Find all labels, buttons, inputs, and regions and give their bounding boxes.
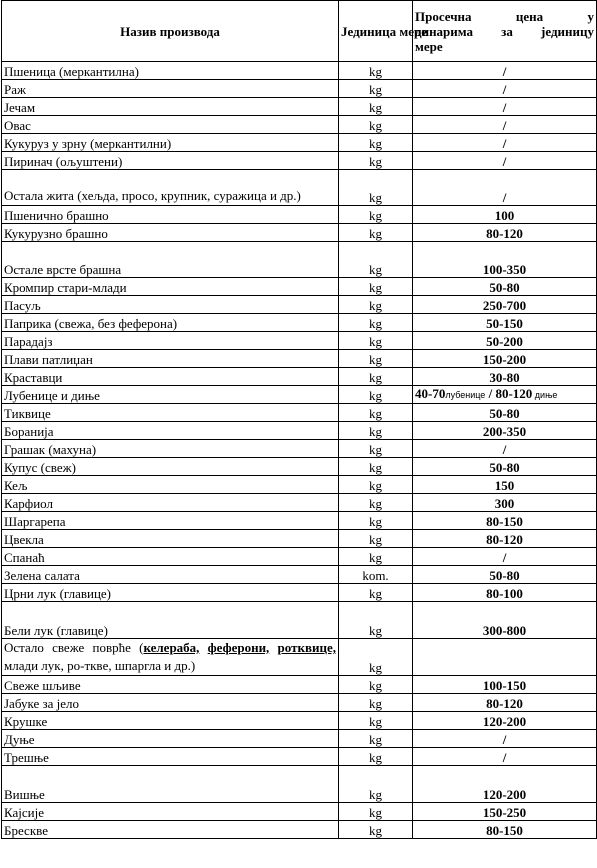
unit-cell: kg [339,476,413,494]
table-row [2,224,597,242]
unit-cell: kg [339,494,413,512]
unit-cell: kg [339,712,413,730]
product-name: Плави патлиџан [2,350,339,368]
product-name: Кромпир стари-млади [2,278,339,296]
price-cell: 150 [413,476,597,494]
product-name: Зелена салата [2,566,339,584]
table-row [2,458,597,476]
product-name: Паприка (свежа, без феферона) [2,314,339,332]
product-name: Пиринач (ољуштени) [2,152,339,170]
table-row [2,80,597,98]
unit-cell: kg [339,676,413,694]
unit-cell: kg [339,440,413,458]
product-name: Кељ [2,476,339,494]
table-row [2,766,597,803]
product-name-other-vegetables: Остало свеже поврће (келераба, феферони, ротквице, млади лук, ро-тквe, шпаргла и др.) [2,639,339,676]
price-separator: / [485,386,496,401]
price-cell: / [413,748,597,766]
price-cell: / [413,116,597,134]
header-price-line: Просечна цена у [415,8,594,24]
unit-cell: kg [339,422,413,440]
table-row [2,748,597,766]
unit-cell: kg [339,548,413,566]
table-row [2,512,597,530]
unit-cell: kg [339,639,413,676]
product-name: Свеже шљиве [2,676,339,694]
table-row [2,694,597,712]
table-row [2,803,597,821]
price-watermelon: 40-70 [415,386,446,401]
price-cell [413,386,597,404]
product-name: Вишње [2,766,339,803]
price-cell: 50-80 [413,278,597,296]
product-name: Јечам [2,98,339,116]
table-row [2,712,597,730]
product-name: Јабуке за јело [2,694,339,712]
price-cell: 300-800 [413,602,597,639]
unit-cell: kg [339,116,413,134]
price-cell: 120-200 [413,766,597,803]
unit-cell: kg [339,404,413,422]
price-cell: / [413,62,597,80]
product-name: Тиквице [2,404,339,422]
price-cell: 80-150 [413,821,597,839]
product-name: Пшенично брашно [2,206,339,224]
unit-cell: kg [339,170,413,206]
table-row [2,821,597,839]
product-name: Парадајз [2,332,339,350]
product-name: Раж [2,80,339,98]
product-name: Карфиол [2,494,339,512]
table-row [2,98,597,116]
price-cell: 50-80 [413,566,597,584]
table-row [2,440,597,458]
price-cell: 80-120 [413,224,597,242]
unit-cell: kom. [339,566,413,584]
table-row [2,134,597,152]
unit-cell: kg [339,602,413,639]
unit-cell: kg [339,530,413,548]
unit-cell: kg [339,332,413,350]
table-row [2,386,597,404]
table-row [2,152,597,170]
table-row [2,368,597,386]
unit-cell: kg [339,803,413,821]
price-cell: 80-120 [413,530,597,548]
table-row [2,206,597,224]
product-name: Остале врсте брашна [2,242,339,278]
table-row [2,476,597,494]
table-row [2,314,597,332]
price-cell: 50-80 [413,404,597,422]
price-cell: / [413,440,597,458]
header-price-line: мере [415,38,443,54]
unit-cell: kg [339,386,413,404]
price-cell: 50-150 [413,314,597,332]
product-name: Црни лук (главице) [2,584,339,602]
unit-cell: kg [339,296,413,314]
price-cell: 30-80 [413,368,597,386]
price-melon: 80-120 [495,386,533,401]
price-cell: 150-250 [413,803,597,821]
product-name: Боранија [2,422,339,440]
price-cell: / [413,134,597,152]
header-unit: Јединица мере [339,1,413,62]
price-cell: 100 [413,206,597,224]
price-cell: 50-80 [413,458,597,476]
price-cell: 100-150 [413,676,597,694]
price-cell: 150-200 [413,350,597,368]
header-average-price [413,1,597,62]
unit-cell: kg [339,730,413,748]
price-cell: 50-200 [413,332,597,350]
table-row [2,676,597,694]
price-cell [413,639,597,676]
price-cell: / [413,548,597,566]
price-cell: 100-350 [413,242,597,278]
product-name: Кајсије [2,803,339,821]
price-cell: 80-150 [413,512,597,530]
product-name: Краставци [2,368,339,386]
price-note-watermelon: лубенице [445,390,486,400]
product-name: Цвекла [2,530,339,548]
unit-cell: kg [339,368,413,386]
table-row [2,116,597,134]
table-row [2,730,597,748]
unit-cell: kg [339,278,413,296]
price-cell: 250-700 [413,296,597,314]
table-row [2,422,597,440]
price-table [1,0,597,839]
price-cell: / [413,170,597,206]
unit-cell: kg [339,458,413,476]
unit-cell: kg [339,206,413,224]
product-name: Бели лук (главице) [2,602,339,639]
table-row [2,566,597,584]
unit-cell: kg [339,224,413,242]
product-name: Трешње [2,748,339,766]
price-cell: 200-350 [413,422,597,440]
unit-cell: kg [339,62,413,80]
product-name: Кукуруз у зрну (меркантилни) [2,134,339,152]
table-header-row [2,1,597,62]
table-row [2,584,597,602]
price-cell: / [413,80,597,98]
header-price-line: динарима за јединицу [415,23,594,39]
table-row [2,530,597,548]
price-cell: / [413,152,597,170]
table-row [2,242,597,278]
unit-cell: kg [339,584,413,602]
product-name: Спанаћ [2,548,339,566]
product-name: Грашак (махуна) [2,440,339,458]
unit-cell: kg [339,694,413,712]
unit-cell: kg [339,748,413,766]
unit-cell: kg [339,350,413,368]
unit-cell: kg [339,512,413,530]
table-row [2,602,597,639]
product-name: Купус (свеж) [2,458,339,476]
price-cell: / [413,98,597,116]
header-product-name: Назив производа [2,1,339,62]
product-name: Крушке [2,712,339,730]
unit-cell: kg [339,80,413,98]
product-name: Овас [2,116,339,134]
price-cell: 80-120 [413,694,597,712]
table-row [2,332,597,350]
unit-cell: kg [339,821,413,839]
unit-cell: kg [339,134,413,152]
price-note-melon: диње [534,390,558,400]
product-name: Шаргарепа [2,512,339,530]
table-row [2,296,597,314]
product-name: Дуње [2,730,339,748]
table-row [2,62,597,80]
product-name: Пшеница (меркантилна) [2,62,339,80]
unit-cell: kg [339,98,413,116]
price-cell: / [413,730,597,748]
product-name: Пасуљ [2,296,339,314]
unit-cell: kg [339,314,413,332]
table-row [2,350,597,368]
table-row [2,548,597,566]
price-cell: 120-200 [413,712,597,730]
product-name: Кукурузно брашно [2,224,339,242]
product-name: Брескве [2,821,339,839]
table-row [2,170,597,206]
unit-cell: kg [339,152,413,170]
table-row [2,404,597,422]
price-cell: 80-100 [413,584,597,602]
table-row [2,639,597,676]
product-name: Лубенице и диње [2,386,339,404]
table-row [2,278,597,296]
unit-cell: kg [339,242,413,278]
unit-cell: kg [339,766,413,803]
table-row [2,494,597,512]
product-name: Остала жита (хељда, просо, крупник, суражица и др.) [2,170,339,206]
price-cell: 300 [413,494,597,512]
